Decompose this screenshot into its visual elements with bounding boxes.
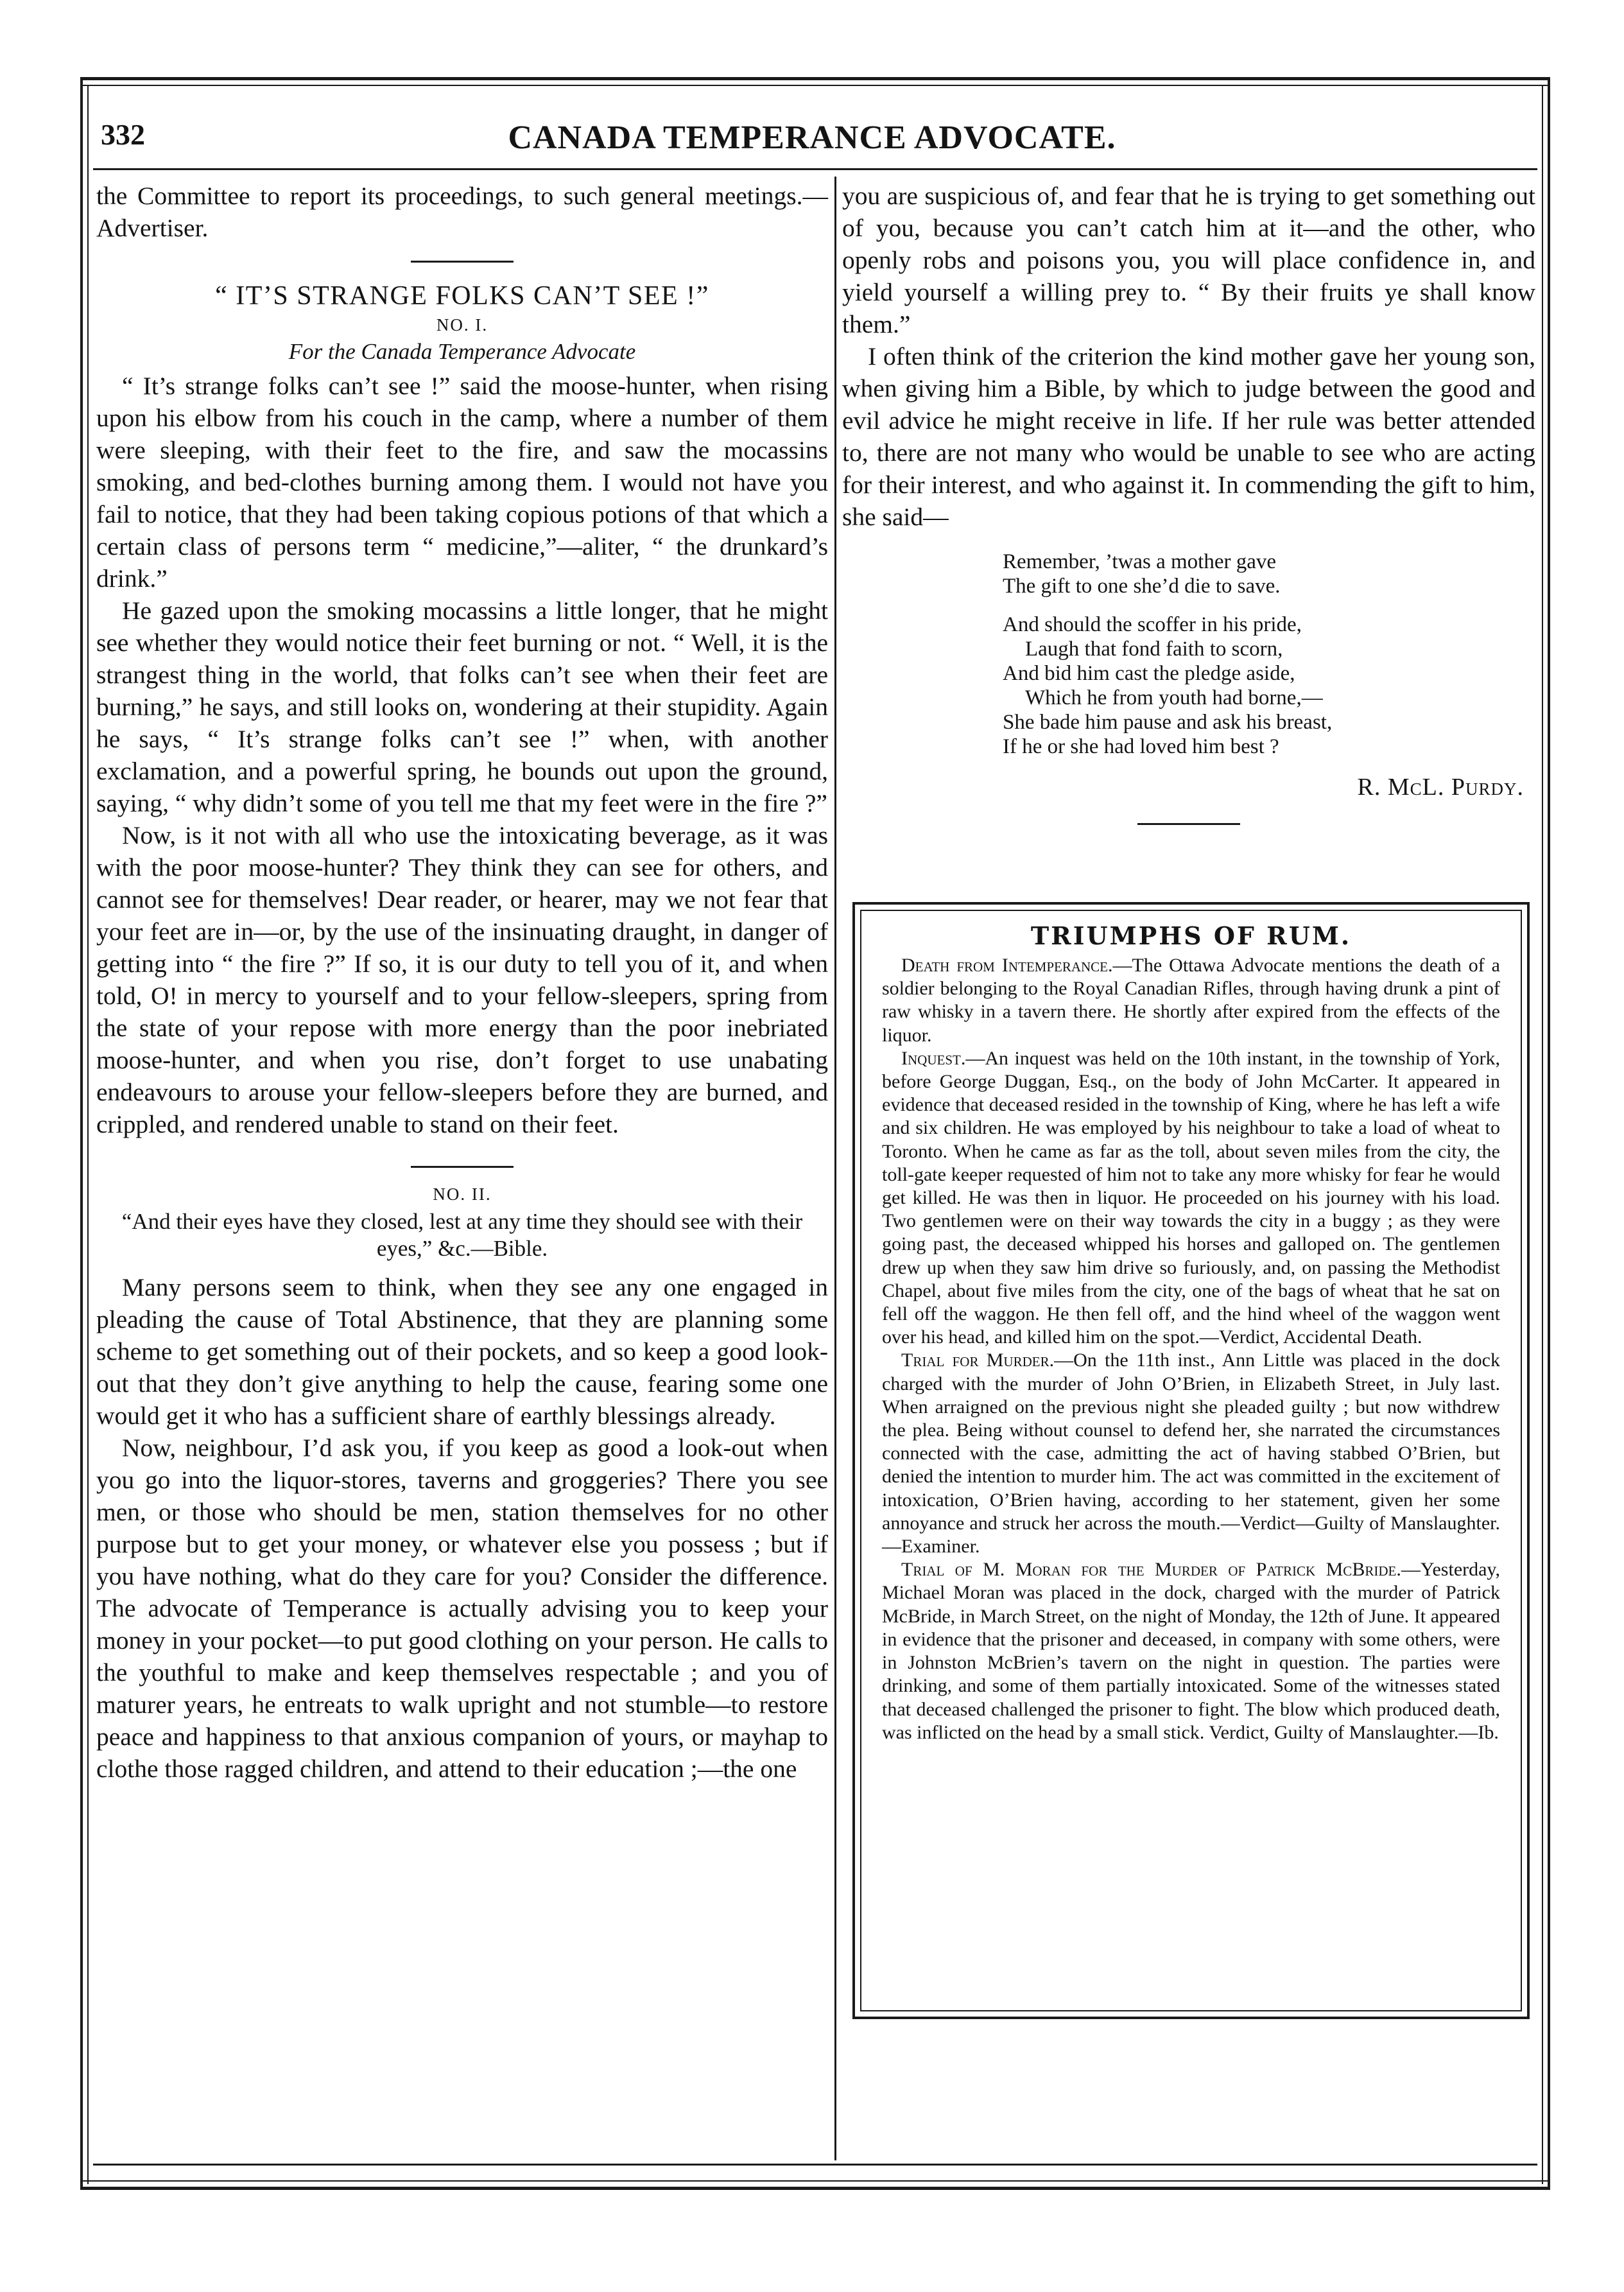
poem-line: The gift to one she’d die to save.: [1003, 575, 1281, 598]
news-item: [882, 1047, 1500, 1350]
news-item-head: Trial of M. Moran for the Murder of Patrick McBride.: [901, 1559, 1401, 1581]
header-rule: [93, 168, 1537, 170]
news-item-text: —An inquest was held on the 10th instant, in the township of York, before George Duggan, Esq., on the body of John McCarter. It appeared in evidence that deceased resided in the township of King, where he has left a wife and six children. He was employed by his neighbour to take a load of wheat to Toronto. When he came as far as the toll, about seven miles from the city, the toll-gate keeper requested of him not to take any more whisky for fear he would get killed. He was then in liquor. He proceeded on his journey with his load. Two gentlemen were on their way towards the city in a buggy ; as they were going past, the deceased whipped his horses and galloped on. The gentlemen drew up when they saw him drive so furiously, and, on passing the Methodist Chapel, about five miles from the city, one of the bags of wheat that he sat on fell off the waggon. He then fell off, and the hind wheel of the waggon went over his head, and killed him on the spot.—Verdict, Accidental Death.: [882, 1047, 1500, 1348]
left-border-inner: [87, 85, 89, 2184]
body-paragraph: “ It’s strange folks can’t see !” said the moose-hunter, when rising upon his elbow from his couch in the camp, where a number of them were sleeping, with their feet to the fire, and saw the mocassins smoking, and bed-clothes burning among them. I would not have you fail to notice, that they had been taking copious potions of that which a certain class of persons term “ medicine,”—aliter, “ the drunkard’s drink.”: [96, 372, 828, 593]
poem-stanza: [842, 612, 1535, 759]
publication-title: CANADA TEMPERANCE ADVOCATE.: [508, 119, 1116, 156]
body-paragraph: Many persons seem to think, when they see any one engaged in pleading the cause of Total Abstinence, that they are planning some scheme to get something out of their pockets, and so keep a good look-out that they don’t give anything to help the cause, fearing some one would get it who has a sufficient share of earthly blessings already.: [96, 1273, 828, 1430]
top-border-outer: [80, 77, 1550, 80]
poem-line: She bade him pause and ask his breast,: [1003, 711, 1333, 734]
part-one-byline: For the Canada Temperance Advocate: [288, 339, 636, 364]
box-inner-frame: [860, 910, 1522, 2011]
news-item: [882, 1349, 1500, 1558]
body-paragraph: He gazed upon the smoking mocassins a little longer, that he might see whether they would notice their feet burning or not. “ Well, it is the strangest thing in the world, that folks can’t see when their feet are burning,” he says, and still looks on, wondering at their stupidity. Again he says, “ It’s strange folks can’t see !” when, with another exclamation, and a powerful spring, he bounds out upon the ground, saying, “ why didn’t some of you tell me that my feet were in the fire ?”: [96, 596, 828, 817]
news-item-text: —Yesterday, Michael Moran was placed in the dock, charged with the murder of Patrick McBride, in March Street, on the night of Monday, the 12th of June. It appeared in evidence that the prisoner and deceased, in company with some others, were in Johnston McBrien’s tavern on the night in question. The parties were drinking, and some of them partially intoxicated. Some of the witnesses stated that deceased challenged the prisoner to fight. The blow which produced death, was inflicted on the head by a small stick. Verdict, Guilty of Manslaughter.—Ib.: [882, 1559, 1500, 1743]
bottom-border-inner: [80, 2180, 1550, 2182]
poem-line: If he or she had loved him best ?: [1003, 735, 1279, 758]
poem-line: Which he from youth had borne,—: [1025, 686, 1323, 709]
lead-paragraph: the Committee to report its proceedings, to such general meetings.—Advertiser.: [96, 182, 828, 242]
signature: R. McL. Purdy.: [1357, 774, 1524, 801]
news-item-head: Trial for Murder.: [901, 1350, 1055, 1371]
news-item-head: Death from Intemperance.: [901, 955, 1113, 976]
triumphs-of-rum-box: [852, 902, 1530, 2019]
poem-line: And should the scoffer in his pride,: [1003, 613, 1302, 636]
right-column: [842, 180, 1535, 842]
page-number: 332: [101, 118, 145, 151]
part-one-label: NO. I.: [436, 315, 488, 334]
news-item: [882, 954, 1500, 1047]
poem-line: Laugh that fond faith to scorn,: [1025, 638, 1283, 661]
left-border-outer: [80, 77, 83, 2189]
part-two-label: NO. II.: [433, 1185, 492, 1204]
poem-stanza: [842, 550, 1535, 598]
poem-line: And bid him cast the pledge aside,: [1003, 662, 1295, 685]
news-item-text: —On the 11th inst., Ann Little was placed in the dock charged with the murder of John O’Brien, in Elizabeth Street, in July last. When arraigned on the previous night she pleaded guilty ; but now withdrew the plea. Being without counsel to defend her, she narrated the circumstances connected with the case, admitting the act of having stabbed O’Brien, but denied the intention to murder him. The act was committed in the excitement of intoxication, O’Brien having, according to her statement, given her some annoyance and struck her across the mouth.—Verdict—Guilty of Manslaughter.—Examiner.: [882, 1350, 1500, 1558]
poem-line: Remember, ’twas a mother gave: [1003, 550, 1277, 573]
poem: [842, 550, 1535, 759]
news-item: [882, 1558, 1500, 1744]
news-item-head: Inquest.: [901, 1047, 966, 1069]
column-divider: [834, 177, 836, 2160]
news-item-text: —The Ottawa Advocate mentions the death of a soldier belonging to the Royal Canadian Rifles, through having drunk a pint of raw whisky in a tavern there. He shortly after expired from the effects of the liquor.: [882, 955, 1500, 1046]
body-paragraph: Now, neighbour, I’d ask you, if you keep as good a look-out when you go into the liquor-stores, taverns and groggeries? There you see men, or those who should be men, station themselves for no other purpose but to get your money, or whatever else you possess ; but if you have nothing, what do they care for you? Consider the difference. The advocate of Temperance is actually advising you to keep your money in your pocket—to put good clothing on your person. He calls to the youthful to make and keep themselves respectable ; and you of maturer years, he entreats to walk upright and not stumble—to restore peace and happiness to that anxious companion of yours, or mayhap to clothe those ragged children, and attend to their education ;—the one: [96, 1434, 828, 1783]
body-paragraph: Now, is it not with all who use the intoxicating beverage, as it was with the poor moose-hunter? They think they can see for others, and cannot see for themselves! Dear reader, or hearer, may we not fear that your feet are in—or, by the use of the insinuating draught, in danger of getting into “ the fire ?” If so, it is our duty to tell you of it, and when told, O! in mercy to yourself and to your fellow-sleepers, spring from the state of your repose with more energy than the poor inebriated moose-hunter, and when you rise, don’t forget to use unabating endeavours to arouse your fellow-sleepers before they are burned, and crippled, and rendered unable to stand on their feet.: [96, 821, 828, 1138]
box-title: TRIUMPHS OF RUM.: [1030, 921, 1352, 950]
right-border-inner: [1542, 85, 1543, 2184]
top-border-inner: [80, 85, 1550, 86]
body-paragraph: I often think of the criterion the kind mother gave her young son, when giving him a Bible, by which to judge between the good and evil advice he might receive in life. If her rule was better attended to, there are not many who would be unable to see who are acting for their interest, and who against it. In commending the gift to him, she said—: [842, 342, 1535, 531]
right-border-outer: [1548, 77, 1550, 2189]
page-header: [93, 112, 1531, 164]
body-paragraph: you are suspicious of, and fear that he is trying to get something out of you, because you can’t catch him at it—and the other, who openly robs and poisons you, you will place confidence in, and yield yourself a willing prey to. “ By their fruits ye shall know them.”: [842, 182, 1535, 338]
section-divider: [411, 261, 514, 263]
left-column: [96, 180, 828, 1785]
section-divider: [1137, 823, 1240, 825]
footer-rule: [93, 2164, 1537, 2166]
part-two-epigraph: “And their eyes have they closed, lest at any time they should see with their eyes,” &c.—Bible.: [121, 1209, 803, 1261]
section-divider: [411, 1166, 514, 1168]
bottom-border-outer: [80, 2187, 1550, 2190]
article-title: “ IT’S STRANGE FOLKS CAN’T SEE !”: [215, 281, 709, 311]
